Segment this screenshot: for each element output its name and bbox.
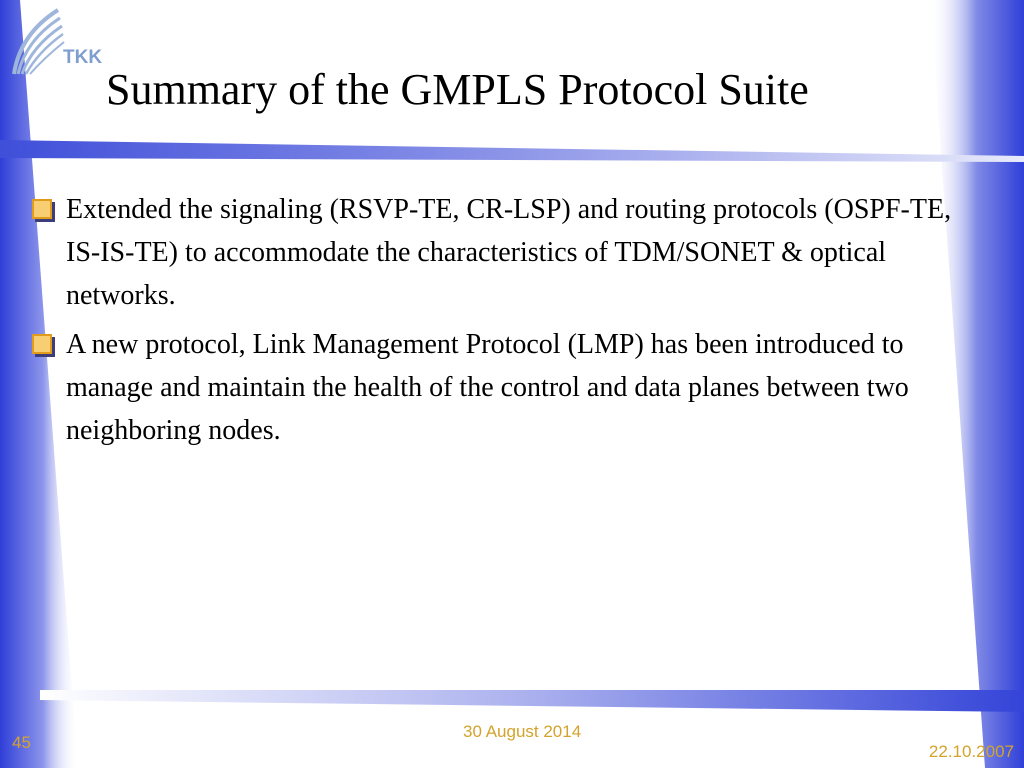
bullet-text: A new protocol, Link Management Protocol (LMP) has been introduced to manage and maintain the health of the control and data planes between two neighboring nodes.	[66, 329, 909, 446]
footer-date-right: 22.10.2007	[928, 742, 1014, 761]
bullet-list	[30, 188, 990, 458]
page-number: 45	[12, 733, 31, 752]
slide-title: Summary of the GMPLS Protocol Suite	[106, 65, 809, 114]
square-bullet-icon	[32, 334, 52, 354]
tkk-logo-icon	[6, 4, 116, 84]
logo-text: TKK	[63, 47, 103, 68]
square-bullet-icon	[32, 199, 52, 219]
bullet-item	[30, 323, 990, 452]
bullet-item	[30, 188, 990, 317]
footer-date: 30 August 2014	[463, 722, 582, 741]
bullet-text: Extended the signaling (RSVP-TE, CR-LSP) and routing protocols (OSPF-TE, IS-IS-TE) to accommodate the characteristics of TDM/SONET & optical networks.	[66, 194, 952, 311]
